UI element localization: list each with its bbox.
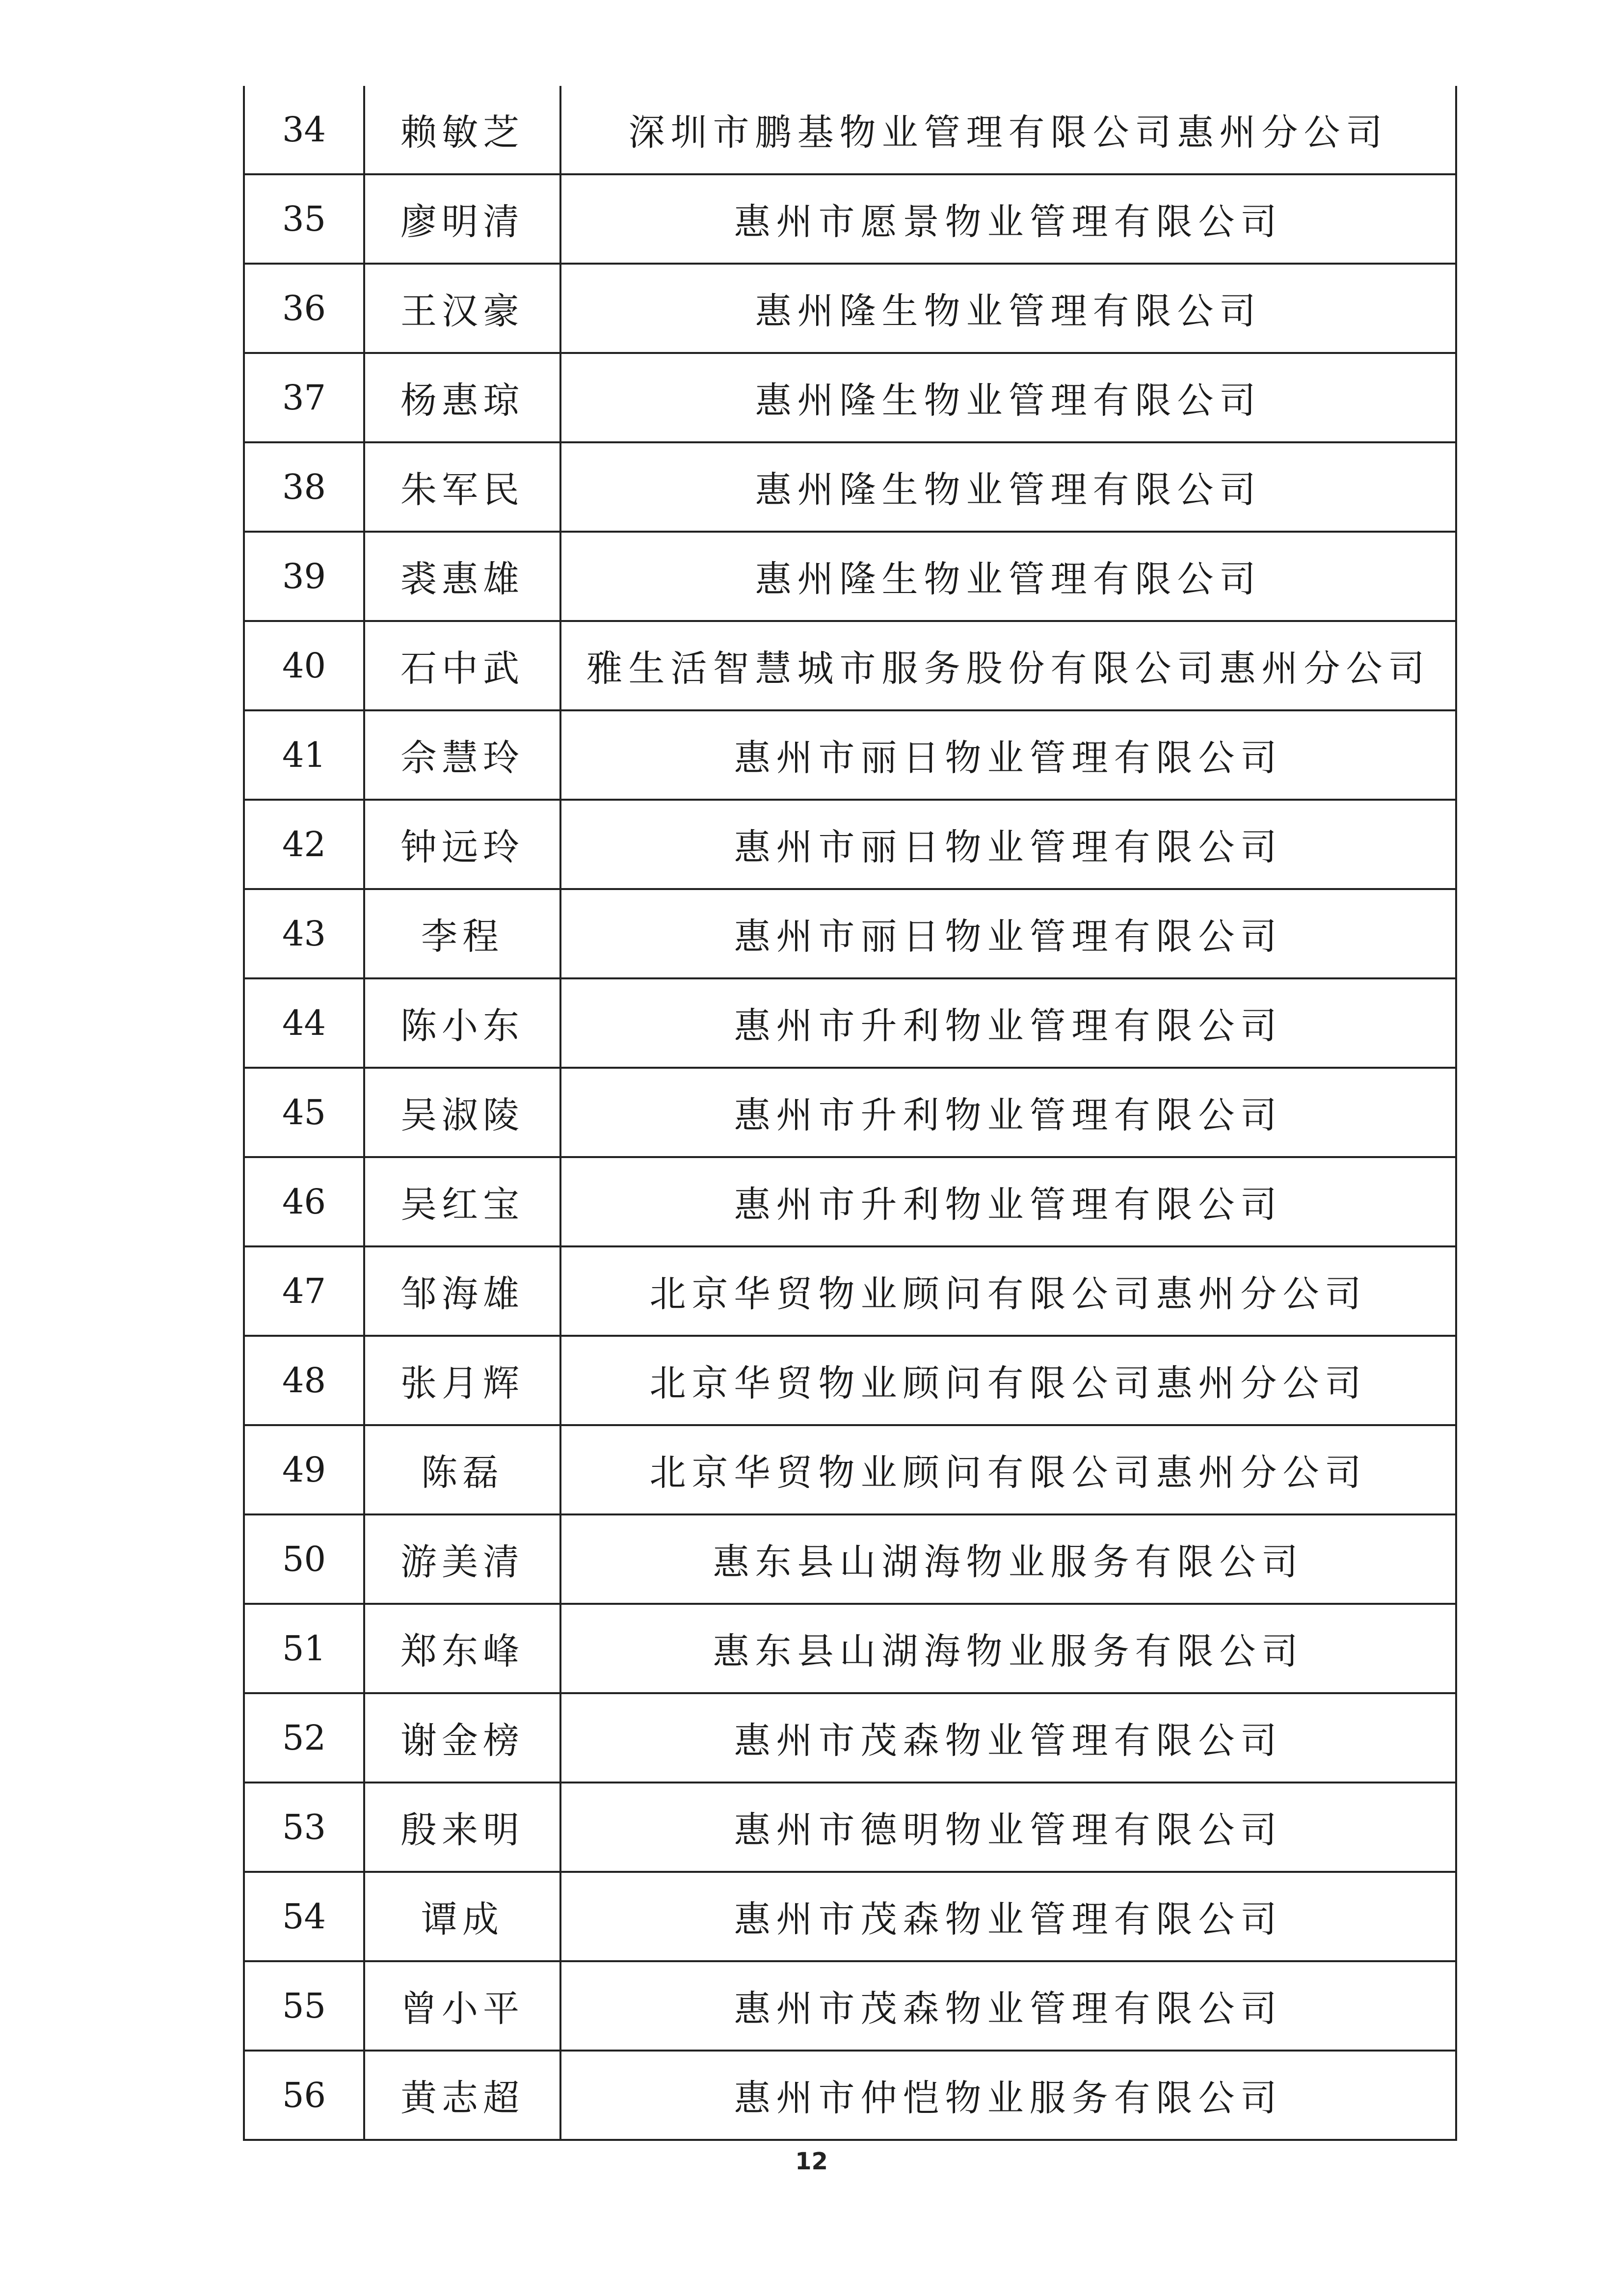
company-name-cell: 惠州市丽日物业管理有限公司 [560,710,1456,800]
company-name-cell: 惠州隆生物业管理有限公司 [560,264,1456,353]
table-row [244,710,1456,800]
company-name-cell: 雅生活智慧城市服务股份有限公司惠州分公司 [560,621,1456,710]
company-name-cell: 惠州市愿景物业管理有限公司 [560,174,1456,264]
row-number-cell: 52 [244,1693,364,1783]
company-name-cell: 惠州市升利物业管理有限公司 [560,978,1456,1068]
company-name-cell: 惠州市升利物业管理有限公司 [560,1068,1456,1157]
person-name-cell: 黄志超 [364,2051,560,2140]
person-name-cell: 裘惠雄 [364,532,560,621]
person-name-cell: 吴红宝 [364,1157,560,1246]
table-row [244,1604,1456,1693]
row-number-cell: 54 [244,1872,364,1961]
person-name-cell: 赖敏芝 [364,86,560,174]
company-name-cell: 惠州市丽日物业管理有限公司 [560,889,1456,978]
company-name-cell: 北京华贸物业顾问有限公司惠州分公司 [560,1246,1456,1336]
person-name-cell: 殷来明 [364,1783,560,1872]
person-name-cell: 邹海雄 [364,1246,560,1336]
table-row [244,1783,1456,1872]
company-name-cell: 深圳市鹏基物业管理有限公司惠州分公司 [560,86,1456,174]
company-name-cell: 惠州市茂森物业管理有限公司 [560,1872,1456,1961]
table-row [244,86,1456,174]
row-number-cell: 38 [244,442,364,532]
company-name-cell: 惠州市丽日物业管理有限公司 [560,800,1456,889]
company-name-cell: 惠州隆生物业管理有限公司 [560,353,1456,442]
row-number-cell: 49 [244,1425,364,1514]
person-name-cell: 王汉豪 [364,264,560,353]
table-row [244,353,1456,442]
person-name-cell: 谭成 [364,1872,560,1961]
company-name-cell: 惠州市升利物业管理有限公司 [560,1157,1456,1246]
table-row [244,1425,1456,1514]
row-number-cell: 43 [244,889,364,978]
table-row [244,1872,1456,1961]
table-row [244,1961,1456,2051]
row-number-cell: 47 [244,1246,364,1336]
table-row [244,1336,1456,1425]
row-number-cell: 42 [244,800,364,889]
person-name-cell: 曾小平 [364,1961,560,2051]
row-number-cell: 56 [244,2051,364,2140]
row-number-cell: 34 [244,86,364,174]
table-row [244,1157,1456,1246]
company-name-cell: 惠东县山湖海物业服务有限公司 [560,1514,1456,1604]
row-number-cell: 35 [244,174,364,264]
row-number-cell: 44 [244,978,364,1068]
person-name-cell: 佘慧玲 [364,710,560,800]
row-number-cell: 48 [244,1336,364,1425]
table-row [244,1068,1456,1157]
table-row [244,532,1456,621]
company-name-cell: 惠州市德明物业管理有限公司 [560,1783,1456,1872]
person-name-cell: 游美清 [364,1514,560,1604]
row-number-cell: 46 [244,1157,364,1246]
page-number: 12 [795,2148,828,2175]
person-name-cell: 郑东峰 [364,1604,560,1693]
person-name-cell: 陈小东 [364,978,560,1068]
table-row [244,889,1456,978]
row-number-cell: 55 [244,1961,364,2051]
table-row [244,1514,1456,1604]
person-name-cell: 吴淑陵 [364,1068,560,1157]
table-row [244,174,1456,264]
row-number-cell: 36 [244,264,364,353]
table-row [244,442,1456,532]
person-name-cell: 杨惠琼 [364,353,560,442]
table-row [244,2051,1456,2140]
company-name-cell: 惠州市茂森物业管理有限公司 [560,1961,1456,2051]
company-name-cell: 惠州市茂森物业管理有限公司 [560,1693,1456,1783]
row-number-cell: 37 [244,353,364,442]
person-name-cell: 李程 [364,889,560,978]
person-name-cell: 谢金榜 [364,1693,560,1783]
personnel-table [243,86,1457,2141]
person-name-cell: 钟远玲 [364,800,560,889]
row-number-cell: 40 [244,621,364,710]
row-number-cell: 41 [244,710,364,800]
person-name-cell: 朱军民 [364,442,560,532]
company-name-cell: 惠州隆生物业管理有限公司 [560,442,1456,532]
row-number-cell: 45 [244,1068,364,1157]
row-number-cell: 53 [244,1783,364,1872]
row-number-cell: 50 [244,1514,364,1604]
table-row [244,1246,1456,1336]
table-row [244,1693,1456,1783]
table-row [244,978,1456,1068]
person-name-cell: 陈磊 [364,1425,560,1514]
row-number-cell: 51 [244,1604,364,1693]
table-row [244,621,1456,710]
company-name-cell: 惠东县山湖海物业服务有限公司 [560,1604,1456,1693]
company-name-cell: 北京华贸物业顾问有限公司惠州分公司 [560,1336,1456,1425]
person-name-cell: 张月辉 [364,1336,560,1425]
table-row [244,264,1456,353]
person-name-cell: 石中武 [364,621,560,710]
company-name-cell: 惠州市仲恺物业服务有限公司 [560,2051,1456,2140]
table-row [244,800,1456,889]
row-number-cell: 39 [244,532,364,621]
person-name-cell: 廖明清 [364,174,560,264]
company-name-cell: 惠州隆生物业管理有限公司 [560,532,1456,621]
company-name-cell: 北京华贸物业顾问有限公司惠州分公司 [560,1425,1456,1514]
